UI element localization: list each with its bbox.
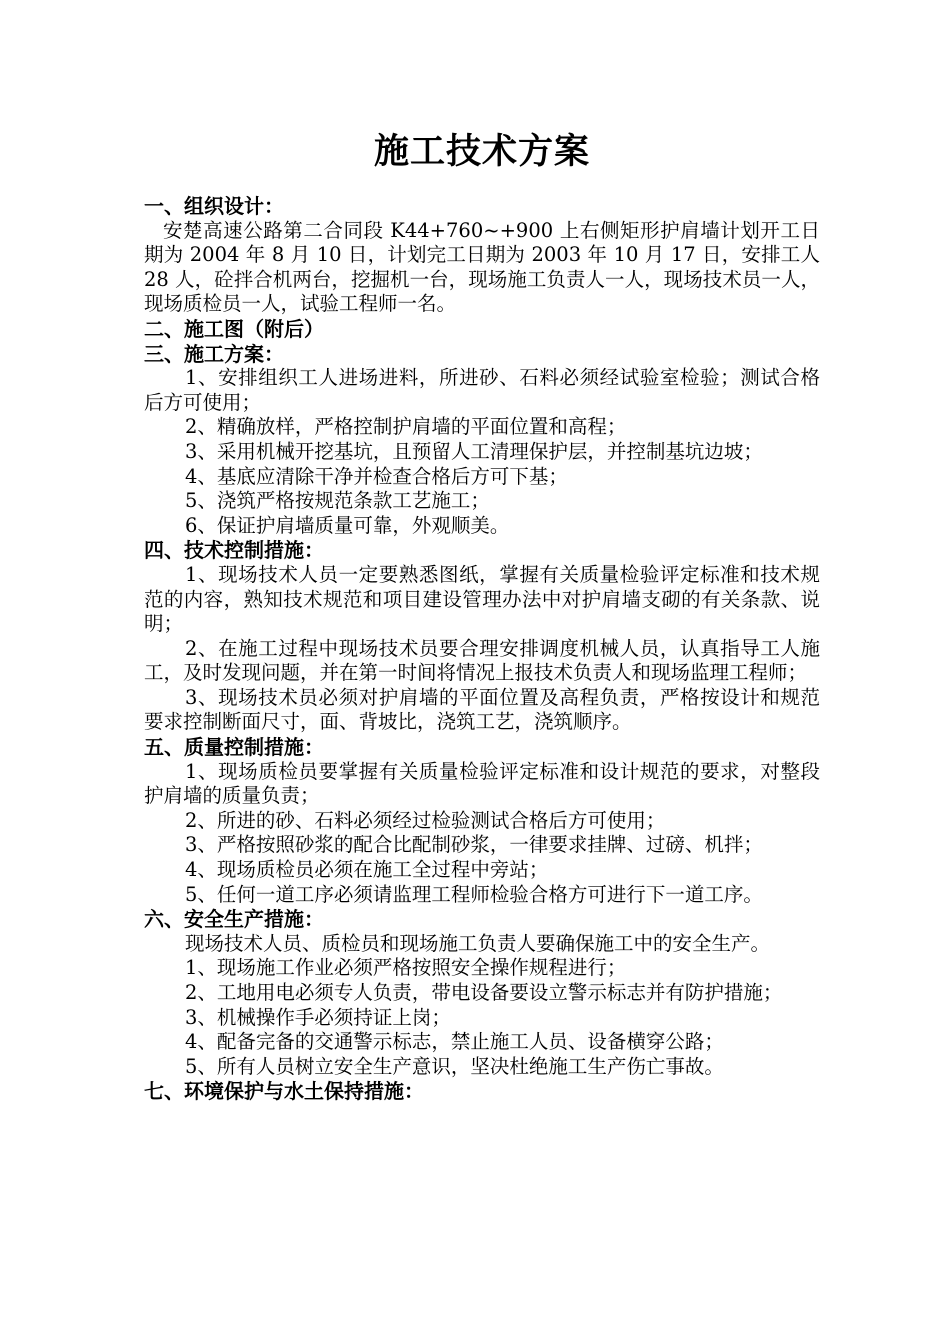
list-item: 2、在施工过程中现场技术员要合理安排调度机械人员，认真指导工人施工，及时发现问题，并在第一时间将情况上报技术负责人和现场监理工程师； bbox=[144, 636, 820, 685]
document-title: 施工技术方案 bbox=[373, 131, 590, 172]
list-item: 1、安排组织工人进场进料，所进砂、石料必须经试验室检验；测试合格后方可使用； bbox=[144, 366, 820, 414]
list-item: 2、所进的砂、石料必须经过检验测试合格后方可使用； bbox=[185, 808, 666, 832]
list-item: 4、现场质检员必须在施工全过程中旁站； bbox=[185, 858, 549, 882]
list-item: 4、配备完备的交通警示标志，禁止施工人员、设备横穿公路； bbox=[185, 1030, 724, 1054]
list-item: 2、工地用电必须专人负责，带电设备要设立警示标志并有防护措施； bbox=[185, 981, 783, 1004]
list-item: 3、采用机械开挖基坑，且预留人工清理保护层，并控制基坑边坡； bbox=[185, 439, 763, 463]
section-heading-quality-control: 五、质量控制措施： bbox=[144, 735, 324, 760]
list-item: 3、机械操作手必须持证上岗； bbox=[185, 1005, 451, 1029]
list-item: 1、现场质检员要掌握有关质量检验评定标准和设计规范的要求，对整段护肩墙的质量负责； bbox=[144, 759, 820, 808]
list-item: 1、现场施工作业必须严格按照安全操作规程进行； bbox=[185, 956, 627, 980]
paragraph-organization: 安楚高速公路第二合同段 K44+760~+900 上右侧矩形护肩墙计划开工日期为 2004 年 8 月 10 日，计划完工日期为 2003 年 10 月 17 日，安排工人 28 人，砼拌合机两台，挖掘机一台，现场施工负责人一人，现场技术员一人，现场质检员一人，试验工程师一名。 bbox=[144, 218, 820, 316]
list-item: 5、任何一道工序必须请监理工程师检验合格方可进行下一道工序。 bbox=[185, 882, 763, 906]
document-page bbox=[144, 128, 820, 1104]
section-heading-technical-control: 四、技术控制措施： bbox=[144, 538, 324, 563]
paragraph-safety-intro: 现场技术人员、质检员和现场施工负责人要确保施工中的安全生产。 bbox=[185, 931, 771, 955]
list-item: 6、保证护肩墙质量可靠，外观顺美。 bbox=[185, 513, 510, 537]
list-item: 5、浇筑严格按规范条款工艺施工； bbox=[185, 489, 490, 513]
list-item: 1、现场技术人员一定要熟悉图纸，掌握有关质量检验评定标准和技术规范的内容，熟知技术规范和项目建设管理办法中对护肩墙支砌的有关条款、说明； bbox=[144, 562, 820, 636]
list-item: 2、精确放样，严格控制护肩墙的平面位置和高程； bbox=[185, 415, 627, 439]
section-heading-environment: 七、环境保护与水土保持措施： bbox=[144, 1079, 424, 1104]
section-heading-drawings: 二、施工图（附后） bbox=[144, 316, 324, 341]
section-heading-safety: 六、安全生产措施： bbox=[144, 907, 324, 932]
list-item: 3、严格按照砂浆的配合比配制砂浆，一律要求挂牌、过磅、机拌； bbox=[185, 833, 763, 857]
list-item: 4、基底应清除干净并检查合格后方可下基； bbox=[185, 464, 568, 488]
list-item: 3、现场技术员必须对护肩墙的平面位置及高程负责，严格按设计和规范要求控制断面尺寸，面、背坡比，浇筑工艺，浇筑顺序。 bbox=[144, 685, 820, 734]
list-item: 5、所有人员树立安全生产意识，坚决杜绝施工生产伤亡事故。 bbox=[185, 1054, 724, 1078]
section-heading-organization: 一、组织设计： bbox=[144, 194, 284, 218]
section-heading-construction-plan: 三、施工方案： bbox=[144, 341, 284, 366]
